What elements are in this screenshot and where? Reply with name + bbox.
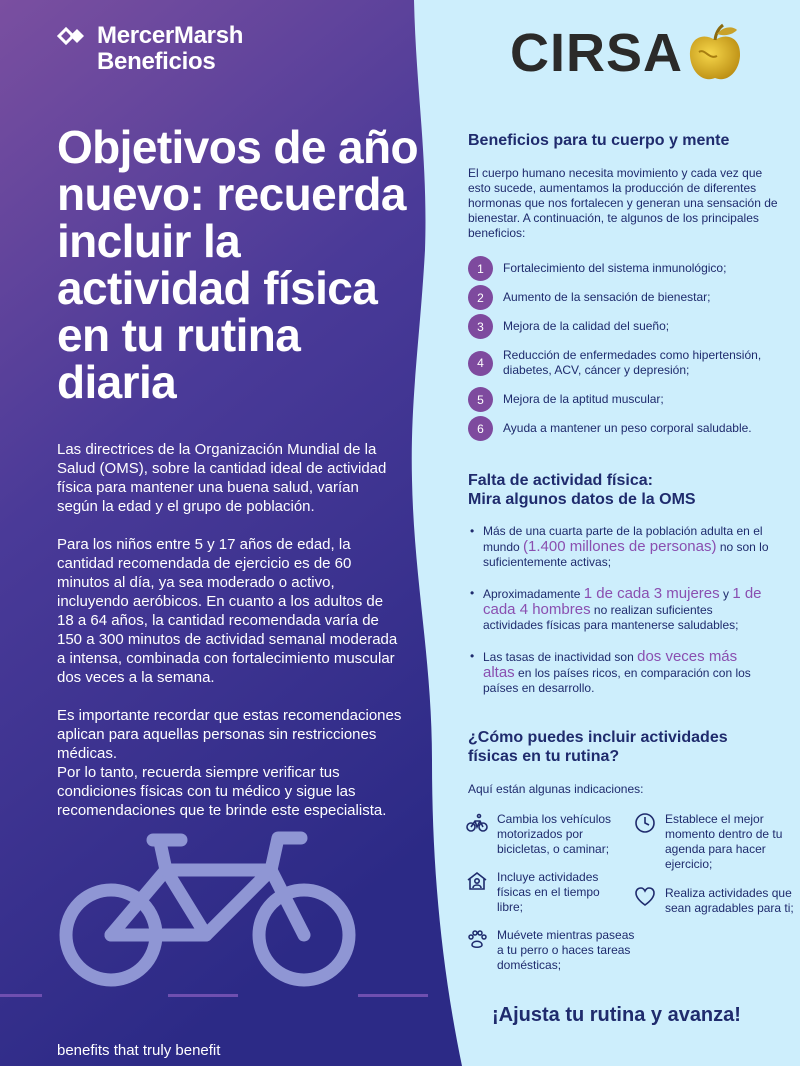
list-item — [634, 886, 794, 916]
paw-icon — [466, 928, 488, 950]
list-item — [470, 586, 770, 633]
benefit-label: Mejora de la aptitud muscular; — [503, 392, 664, 406]
facts-list — [470, 524, 770, 712]
brand-name-line1: MercerMarsh — [97, 22, 244, 49]
list-item — [468, 283, 788, 312]
intro-paragraph: Es importante recordar que estas recomendaciones aplican para aquellas personas sin restricciones médicas. — [57, 707, 402, 762]
benefit-label: Mejora de la calidad del sueño; — [503, 319, 670, 333]
number-badge: 5 — [468, 387, 493, 412]
number-badge: 2 — [468, 285, 493, 310]
facts-heading-line2: Mira algunos datos de la OMS — [468, 491, 696, 508]
fact-highlight: (1.400 millones de personas) — [523, 538, 717, 555]
facts-heading-line1: Falta de actividad física: — [468, 472, 653, 489]
page-title: Objetivos de año nuevo: recuerda incluir la actividad física en tu rutina diaria — [57, 121, 419, 408]
benefits-list — [468, 254, 788, 443]
list-item — [466, 928, 641, 973]
brand-name-line2: Beneficios — [97, 48, 216, 75]
fact-text: Aproximadamente — [483, 587, 584, 601]
fact-highlight: dos veces más altas — [483, 648, 738, 681]
fact-text: en los países ricos, en comparación con los países en desarrollo. — [483, 666, 751, 695]
list-item — [468, 341, 788, 385]
number-badge: 4 — [468, 351, 493, 376]
intro-paragraph: Las directrices de la Organización Mundial de la Salud (OMS), sobre la cantidad ideal de actividad física para mantener una buena salud, varían según la edad y el grupo de población. — [57, 441, 387, 515]
clock-icon — [634, 812, 656, 834]
tip-label: Incluye actividades físicas en el tiempo libre; — [497, 870, 600, 914]
list-item — [466, 870, 626, 915]
benefit-label: Aumento de la sensación de bienestar; — [503, 290, 711, 304]
fact-text: Las tasas de inactividad son — [483, 650, 638, 664]
benefits-description: El cuerpo humano necesita movimiento y cada vez que esto sucede, aumentamos la producción de diferentes hormonas que nos fortalecen y generan una sensación de bienestar. A continuación, te algunos de los principales beneficios: — [468, 166, 778, 240]
intro-text — [57, 440, 402, 839]
golden-apple-icon — [687, 22, 743, 84]
home-user-icon — [466, 870, 488, 892]
benefits-heading: Beneficios para tu cuerpo y mente — [468, 132, 730, 149]
fact-text: no son lo suficientemente activas; — [483, 540, 769, 569]
number-badge: 1 — [468, 256, 493, 281]
number-badge: 6 — [468, 416, 493, 441]
call-to-action: ¡Ajusta tu rutina y avanza! — [492, 1004, 741, 1026]
brand-tagline: benefits that truly benefit — [57, 1042, 221, 1059]
benefit-label: Ayuda a mantener un peso corporal saludable. — [503, 421, 752, 435]
tip-label: Realiza actividades que sean agradables para ti; — [665, 886, 794, 915]
list-item — [468, 385, 788, 414]
fact-text: Más de una cuarta parte de la población adulta en el mundo — [483, 524, 763, 554]
list-item — [468, 414, 788, 443]
fact-text: y — [719, 587, 733, 601]
tips-heading: ¿Cómo puedes incluir actividades físicas en tu rutina? — [468, 729, 728, 765]
list-item — [468, 312, 788, 341]
number-badge: 3 — [468, 314, 493, 339]
benefit-label: Reducción de enfermedades como hipertensión, diabetes, ACV, cáncer y depresión; — [503, 348, 762, 377]
tip-label: Establece el mejor momento dentro de tu agenda para hacer ejercicio; — [665, 812, 783, 871]
bicycle-illustration-icon — [56, 830, 356, 990]
intro-paragraph: Para los niños entre 5 y 17 años de edad, la cantidad recomendada de ejercicio es de 60 minutos al día, ya sea moderado o activo, incluyendo aeróbicos. En cuanto a los adultos de 18 a 64 años, la cantidad recomendada varía de 150 a 300 minutos de actividad semanal moderada a intensa, combinada con fortalecimiento muscular dos veces a la semana. — [57, 536, 398, 686]
cirsa-logo — [510, 22, 743, 84]
tips-intro: Aquí están algunas indicaciones: — [468, 782, 644, 796]
tip-label: Muévete mientras paseas a tu perro o haces tareas domésticas; — [497, 928, 635, 972]
mercer-marsh-logo — [57, 22, 243, 76]
mercer-marsh-mark-icon — [57, 25, 89, 47]
list-item — [468, 254, 788, 283]
tips-list — [466, 810, 796, 980]
intro-paragraph: Por lo tanto, recuerda siempre verificar tus condiciones físicas con tu médico y sigue las recomendaciones que te brinde este especialista. — [57, 764, 387, 819]
bicycle-icon — [466, 812, 488, 834]
heart-icon — [634, 886, 656, 908]
divider-line — [358, 994, 428, 997]
facts-heading — [468, 471, 696, 509]
divider-line — [0, 994, 42, 997]
list-item — [466, 812, 626, 857]
divider-line — [168, 994, 238, 997]
fact-highlight: 1 de cada 4 hombres — [483, 585, 762, 618]
list-item — [470, 524, 770, 570]
fact-highlight: 1 de cada 3 mujeres — [583, 585, 720, 602]
benefit-label: Fortalecimiento del sistema inmunológico; — [503, 261, 727, 275]
tip-label: Cambia los vehículos motorizados por bicicletas, o caminar; — [497, 812, 612, 856]
fact-text: no realizan suficientes actividades físicas para mantenerse saludables; — [483, 603, 739, 632]
list-item — [634, 812, 794, 872]
cirsa-wordmark: CIRSA — [510, 23, 684, 83]
list-item — [470, 649, 770, 696]
